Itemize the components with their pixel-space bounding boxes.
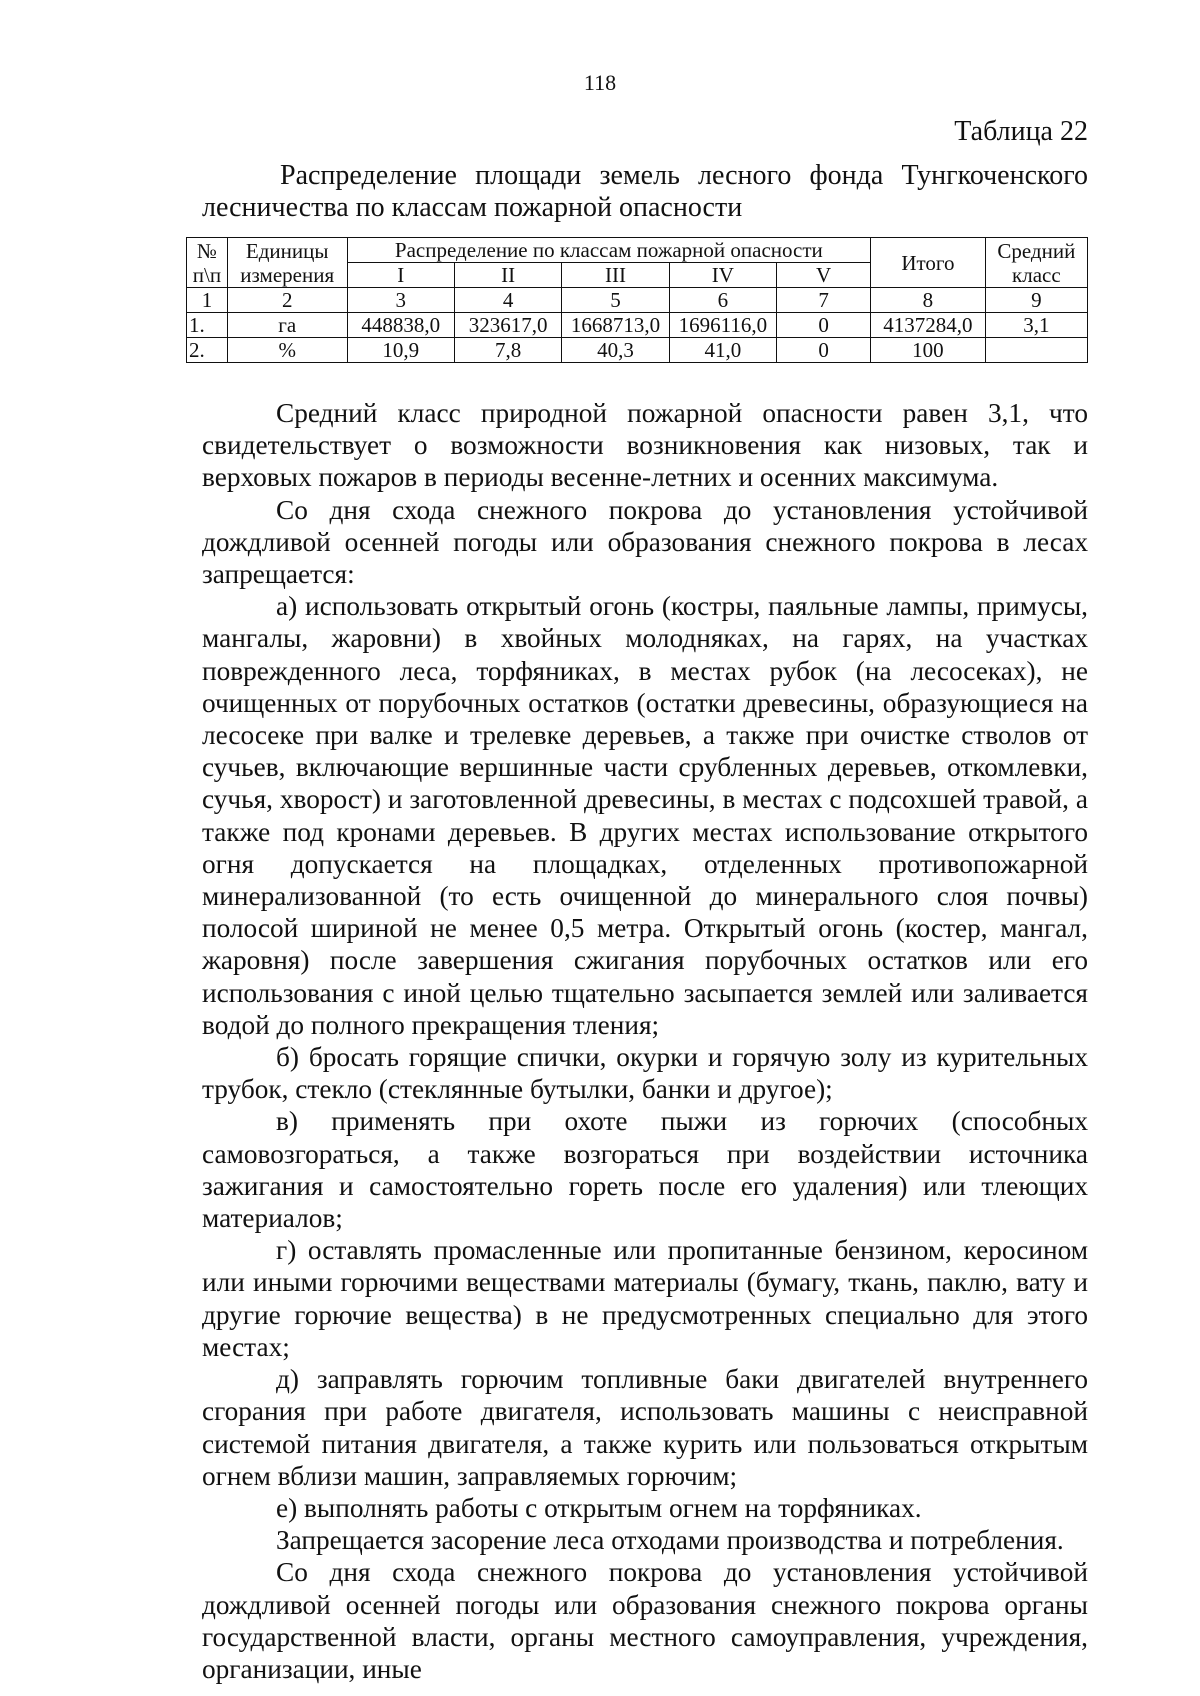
paragraph: б) бросать горящие спички, окурки и горячую золу из курительных трубок, стекло (стеклянные бутылки, банки и другое); [202,1042,1088,1105]
table-cell [985,338,1087,363]
table-cell: 8 [871,288,986,313]
table-cell: 9 [985,288,1087,313]
table-header-row [187,238,1088,263]
table-cell: 10,9 [347,338,454,363]
table-index-row [187,288,1088,313]
paragraph: в) применять при охоте пыжи из горючих (способных самовозгораться, а также возгораться при воздействии источника зажигания и самостоятельно гореть после его удаления) или тлеющих материалов; [202,1106,1088,1234]
table-cell: 2 [227,288,347,313]
page-number: 118 [583,70,617,95]
table-cell: 323617,0 [454,313,561,338]
table-cell: 100 [871,338,986,363]
paragraph: а) использовать открытый огонь (костры, паяльные лампы, примусы, мангалы, жаровни) в хвойных молодняках, на гарях, на участках поврежденного леса, торфяниках, в местах рубок (на лесосеках), не очищенных от порубочных остатков (остатки древесины, образующиеся на лесосеке при валке и трелевке деревьев, а также при очистке стволов от сучьев, включающие вершинные части срубленных деревьев, откомлевки, сучья, хворост) и заготовленной древесины, в местах с подсохшей травой, а также под кронами деревьев. В других местах использование открытого огня допускается на площадках, отделенных противопожарной минерализованной (то есть очищенной до минерального слоя почвы) полосой шириной не менее 0,5 метра. Открытый огонь (костер, мангал, жаровня) после завершения сжигания порубочных остатков или его использования с иной целью тщательно засыпается землей или заливается водой до полного прекращения тления; [202,591,1088,1040]
table-cell: % [227,338,347,363]
table-label: Таблица 22 [954,116,1088,147]
header-distribution: Распределение по классам пожарной опасности [347,238,871,263]
header-class: V [777,263,871,288]
table-cell: 0 [777,313,871,338]
table-caption-text: Распределение площади земель лесного фонда Тунгкоченского лесничества по классам пожарной опасности [202,160,1088,223]
fire-class-table [186,237,1088,363]
paragraph: д) заправлять горючим топливные баки двигателей внутреннего сгорания при работе двигателя, использовать машины с неисправной системой питания двигателя, а также курить или пользоваться открытым огнем вблизи машин, заправляемых горючим; [202,1364,1088,1491]
table-cell: 6 [669,288,776,313]
header-total: Итого [871,238,986,288]
header-class: III [562,263,669,288]
table-cell: 3,1 [985,313,1087,338]
table-cell: 7,8 [454,338,561,363]
table-cell: 1668713,0 [562,313,669,338]
table-row [187,313,1088,338]
table-cell: 1 [187,288,228,313]
paragraph: е) выполнять работы с открытым огнем на торфяниках. [276,1492,922,1523]
table-cell: 0 [777,338,871,363]
paragraph: Со дня схода снежного покрова до установления устойчивой дождливой осенней погоды или образования снежного покрова органы государственной власти, органы местного самоуправления, учреждения, организации, иные [202,1557,1088,1684]
table-caption [202,160,1088,224]
table-cell: 2. [187,338,228,363]
table-cell: 3 [347,288,454,313]
header-class: II [454,263,561,288]
table-cell: 1. [187,313,228,338]
header-class: IV [669,263,776,288]
table-cell: 1696116,0 [669,313,776,338]
paragraph: Со дня схода снежного покрова до установления устойчивой дождливой осенней погоды или образования снежного покрова в лесах запрещается: [202,494,1088,590]
table-cell: 7 [777,288,871,313]
paragraph: Запрещается засорение леса отходами производства и потребления. [276,1525,1064,1556]
table-cell: 40,3 [562,338,669,363]
table-row [187,338,1088,363]
table-cell: 5 [562,288,669,313]
header-class: I [347,263,454,288]
table-cell: 4 [454,288,561,313]
header-num: № п\п [187,238,228,288]
table-cell: 448838,0 [347,313,454,338]
header-avg: Средний класс [985,238,1087,288]
table-cell: га [227,313,347,338]
paragraph: г) оставлять промасленные или пропитанные бензином, керосином или иными горючими веществами материалы (бумагу, ткань, паклю, вату и другие горючие вещества) в не предусмотренных специально для этого местах; [202,1235,1088,1362]
header-units: Единицы измерения [227,238,347,288]
body-text [202,397,1088,1685]
paragraph: Средний класс природной пожарной опасности равен 3,1, что свидетельствует о возможности возникновения как низовых, так и верховых пожаров в периоды весенне-летних и осенних максимума. [202,398,1088,493]
table-cell: 4137284,0 [871,313,986,338]
table-cell: 41,0 [669,338,776,363]
